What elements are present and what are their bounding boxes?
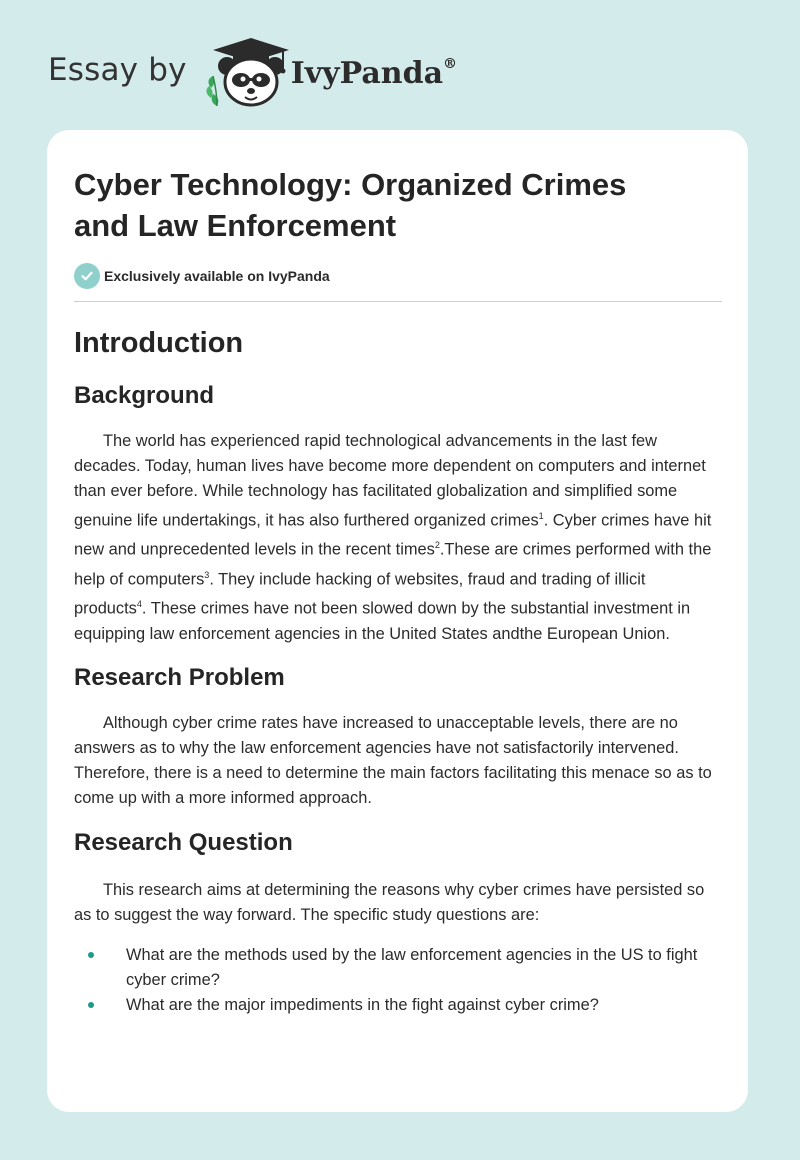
essay-by-label: Essay by (48, 52, 187, 88)
footnote-2[interactable]: 2 (434, 540, 440, 551)
article-title: Cyber Technology: Organized Crimes and Law Enforcement (74, 167, 627, 243)
article-card (47, 130, 748, 1112)
registered-mark: ® (443, 55, 458, 72)
intro-heading: Introduction (74, 327, 244, 359)
bullet-dot (88, 1002, 94, 1008)
list-item: What are the methods used by the law enforcement agencies in the US to fight cyber crime? (74, 943, 722, 993)
research-problem-paragraph: Although cyber crime rates have increased to unacceptable levels, there are no answers as to why the law enforcement agencies have not satisfactorily intervened. Therefore, there is a need to determine the main factors facilitating this menace so as to come up with a more informed approach. (74, 713, 712, 807)
footnote-1[interactable]: 1 (538, 511, 544, 521)
exclusive-badge-label: Exclusively available on IvyPanda (104, 268, 330, 284)
bullet-dot (88, 952, 94, 958)
background-paragraph: The world has experienced rapid technological advancements in the last few decades. Today, human lives have become more dependent on computers and internet than ever before. While technology has facilitated globalization and simplified some genuine life undertakings, it has also furthered organized crimes$^1$. Cyber crimes have hit new and unprecedented levels in the recent times$^2$.These are crimes performed with the help of computers$^3$. They include hacking of websites, fraud and trading of illicit products$^4$. These crimes have not been slowed down by the substantial investment in equipping law enforcement agencies in the United States andthe European Union. (74, 432, 712, 643)
panda-logo-icon[interactable] (203, 36, 289, 108)
divider (74, 301, 722, 302)
check-circle-icon (74, 263, 100, 289)
footnote-3[interactable]: 3 (204, 569, 210, 580)
site-header (48, 36, 457, 108)
brand-name[interactable]: IvyPanda® (290, 55, 458, 91)
research-question-paragraph: This research aims at determining the reasons why cyber crimes have persisted so as to suggest the way forward. The specific study questions are: (74, 880, 705, 924)
research-question-heading: Research Question (74, 828, 293, 856)
exclusive-badge (74, 263, 722, 289)
background-heading: Background (74, 382, 215, 409)
study-questions-list (74, 943, 722, 1018)
list-item: What are the major impediments in the fight against cyber crime? (74, 993, 722, 1018)
footnote-4[interactable]: 4 (136, 599, 142, 610)
research-problem-heading: Research Problem (74, 663, 285, 691)
